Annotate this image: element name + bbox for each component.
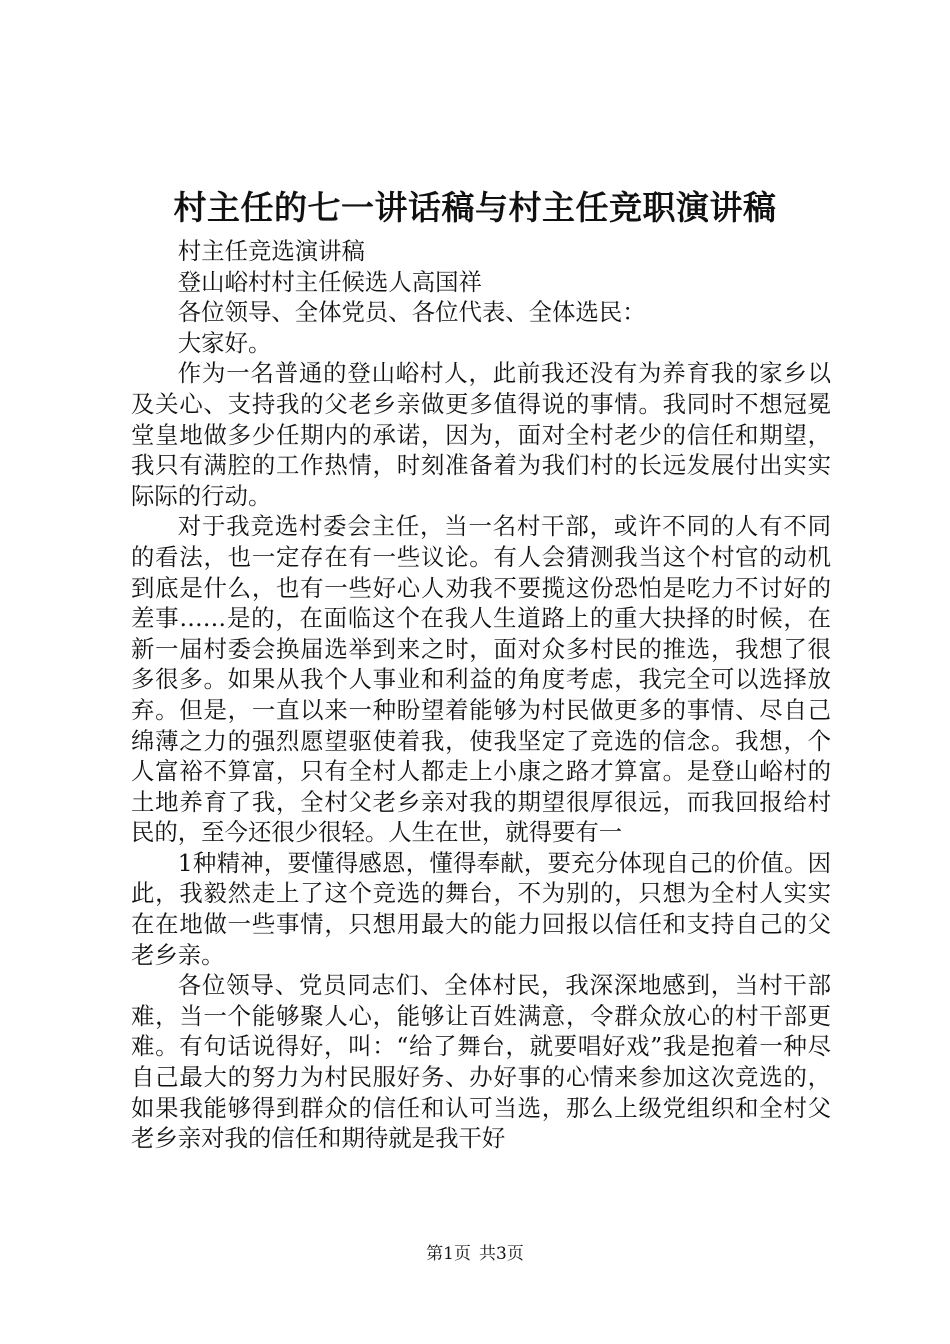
body-paragraph: 对于我竞选村委会主任，当一名村干部，或许不同的人有不同的看法，也一定存在有一些议论。有人会猜测我当这个村官的动机到底是什么，也有一些好心人劝我不要揽这份恐怕是吃力不讨好的差事……是的，在面临这个在我人生道路上的重大抉择的时候，在新一届村委会换届选举到来之时，面对众多村民的推选，我想了很多很多。如果从我个人事业和利益的角度考虑，我完全可以选择放弃。但是，一直以来一种盼望着能够为村民做更多的事情、尽自己绵薄之力的强烈愿望驱使着我，使我坚定了竞选的信念。我想，个人富裕不算富，只有全村人都走上小康之路才算富。是登山峪村的土地养育了我，全村父老乡亲对我的期望很厚很远，而我回报给村民的，至今还很少很轻。人生在世，就得要有一 <box>131 512 831 847</box>
speaker-line: 登山峪村村主任候选人高国祥 <box>177 267 482 296</box>
body-paragraph: 各位领导、党员同志们、全体村民，我深深地感到，当村干部难，当一个能够聚人心，能够让百姓满意，令群众放心的村干部更难。有句话说得好，叫：“给了舞台，就要唱好戏”我是抱着一种尽自己最大的努力为村民服好务、办好事的心情来参加这次竞选的，如果我能够得到群众的信任和认可当选，那么上级党组织和全村父老乡亲对我的信任和期待就是我干好 <box>131 971 831 1153</box>
page-number: 第1页 <box>426 1244 471 1264</box>
page-footer <box>0 1242 950 1266</box>
page-total: 共3页 <box>479 1244 524 1264</box>
greeting: 大家好。 <box>177 328 272 357</box>
salutation: 各位领导、全体党员、各位代表、全体选民： <box>177 298 646 327</box>
body-paragraph: 作为一名普通的登山峪村人，此前我还没有为养育我的家乡以及关心、支持我的父老乡亲做更多值得说的事情。我同时不想冠冕堂皇地做多少任期内的承诺，因为，面对全村老少的信任和期望，我只有满腔的工作热情，时刻准备着为我们村的长远发展付出实实际际的行动。 <box>131 359 831 510</box>
document-title: 村主任的七一讲话稿与村主任竞职演讲稿 <box>173 188 777 227</box>
body-paragraph: 1种精神，要懂得感恩，懂得奉献，要充分体现自己的价值。因此，我毅然走上了这个竞选的舞台，不为别的，只想为全村人实实在在地做一些事情，只想用最大的能力回报以信任和支持自己的父老乡亲。 <box>131 848 831 969</box>
speech-heading: 村主任竞选演讲稿 <box>177 237 365 265</box>
document-body <box>131 236 831 1154</box>
